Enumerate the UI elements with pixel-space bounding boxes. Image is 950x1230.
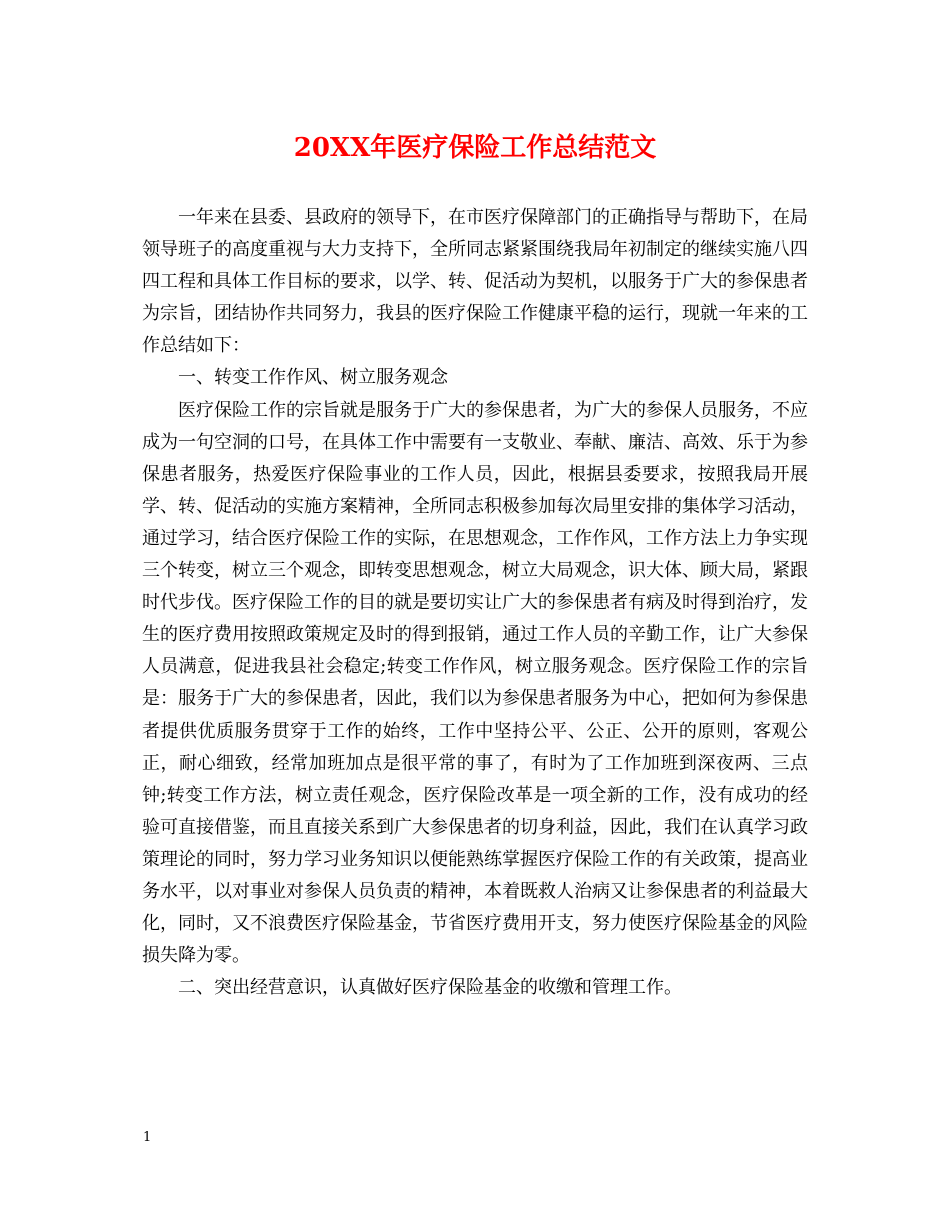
document-body (142, 202, 808, 1004)
section-heading-2: 二、突出经营意识，认真做好医疗保险基金的收缴和管理工作。 (178, 977, 682, 999)
paragraph-section-1: 医疗保险工作的宗旨就是服务于广大的参保患者，为广大的参保人员服务，不应成为一句空洞的口号，在具体工作中需要有一支敬业、奉献、廉洁、高效、乐于为参保患者服务，热爱医疗保险事业的工作人员，因此，根据县委要求，按照我局开展学、转、促活动的实施方案精神，全所同志积极参加每次局里安排的集体学习活动，通过学习，结合医疗保险工作的实际，在思想观念，工作作风，工作方法上力争实现三个转变，树立三个观念，即转变思想观念，树立大局观念，识大体、顾大局，紧跟时代步伐。医疗保险工作的目的就是要切实让广大的参保患者有病及时得到治疗，发生的医疗费用按照政策规定及时的得到报销，通过工作人员的辛勤工作，让广大参保人员满意，促进我县社会稳定;转变工作作风，树立服务观念。医疗保险工作的宗旨是：服务于广大的参保患者，因此，我们以为参保患者服务为中心，把如何为参保患者提供优质服务贯穿于工作的始终，工作中坚持公平、公正、公开的原则，客观公正，耐心细致，经常加班加点是很平常的事了，有时为了工作加班到深夜两、三点钟;转变工作方法，树立责任观念，医疗保险改革是一项全新的工作，没有成功的经验可直接借鉴，而且直接关系到广大参保患者的切身利益，因此，我们在认真学习政策理论的同时，努力学习业务知识以便能熟练掌握医疗保险工作的有关政策，提高业务水平，以对事业对参保人员负责的精神，本着既救人治病又让参保患者的利益最大化，同时，又不浪费医疗保险基金，节省医疗费用开支，努力使医疗保险基金的风险损失降为零。 (142, 399, 808, 967)
page-number: 1 (143, 1130, 152, 1145)
section-heading-1: 一、转变工作作风、树立服务观念 (178, 367, 448, 389)
document-title: 20XX年医疗保险工作总结范文 (293, 133, 657, 163)
paragraph-intro: 一年来在县委、县政府的领导下，在市医疗保障部门的正确指导与帮助下，在局领导班子的高度重视与大力支持下，全所同志紧紧围绕我局年初制定的继续实施八四四工程和具体工作目标的要求，以学、转、促活动为契机，以服务于广大的参保患者为宗旨，团结协作共同努力，我县的医疗保险工作健康平稳的运行，现就一年来的工作总结如下： (142, 207, 808, 357)
